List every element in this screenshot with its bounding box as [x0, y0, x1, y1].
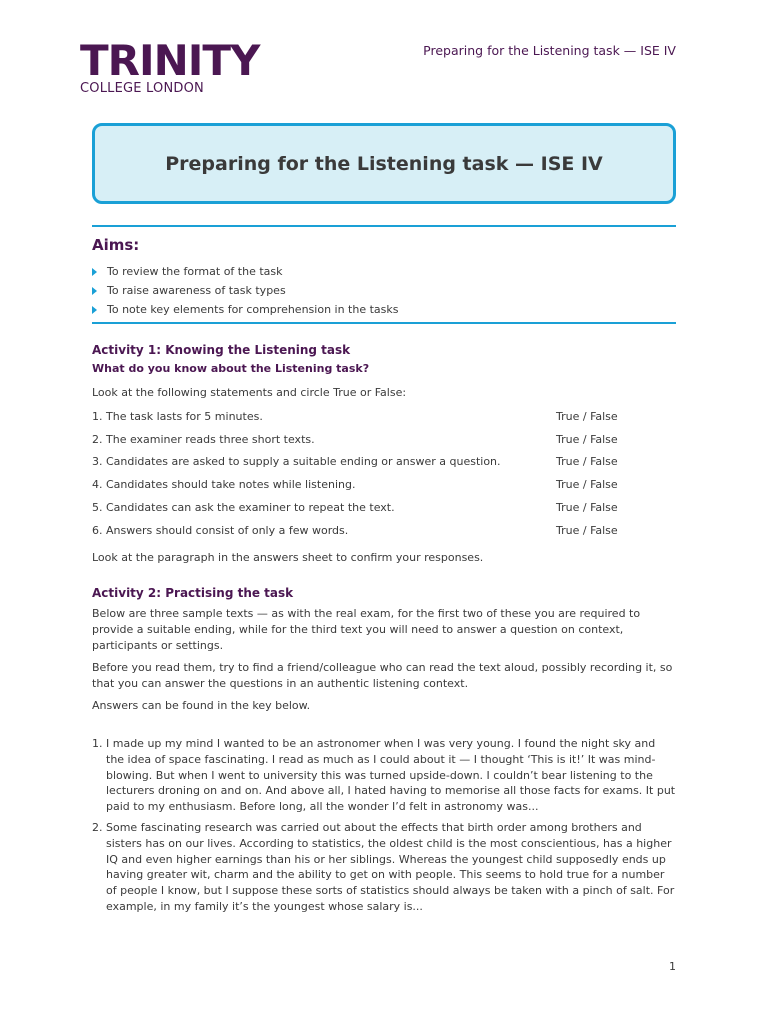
aims-item: To review the format of the task — [92, 262, 399, 281]
activity1-subheading: What do you know about the Listening task? — [92, 362, 370, 375]
aims-list — [92, 262, 399, 319]
bullet-arrow-icon — [92, 287, 97, 295]
true-false-answer[interactable]: True / False — [556, 523, 618, 537]
true-false-answer[interactable]: True / False — [556, 501, 618, 515]
statement-row: 2. The examiner reads three short texts. True / False — [92, 432, 618, 446]
activity1-instruction: Look at the following statements and circle True or False: — [92, 386, 407, 399]
activity1-heading: Activity 1: Knowing the Listening task — [92, 343, 351, 357]
activity2-answers-note: Answers can be found in the key below. — [92, 699, 311, 712]
sample-text-item: 2. Some fascinating research was carried out about the effects that birth order among brothers and sisters has on our lives. According to statistics, the oldest child is the most conscientious, has a higher IQ and even higher earnings than his or her siblings. Whereas the youngest child supposedly ends up having greater wit, charm and the ability to get on with people. This seems to hold true for a number of people I know, but I suppose these sorts of statistics should always be taken with a pinch of salt. For example, in my family it’s the youngest whose salary is... — [92, 820, 675, 913]
trinity-logo — [80, 36, 260, 96]
statements-list — [92, 405, 676, 542]
true-false-answer[interactable]: True / False — [556, 409, 618, 423]
title-box — [92, 123, 676, 204]
running-header: Preparing for the Listening task — ISE IV — [423, 43, 676, 58]
divider-bottom — [92, 322, 676, 324]
statement-row: 6. Answers should consist of only a few words. True / False — [92, 523, 618, 537]
sample-text-item: 1. I made up my mind I wanted to be an astronomer when I was very young. I found the night sky and the idea of space fascinating. I read as much as I could about it — I thought ‘This is it!’ It was mind-blowing. But when I went to university this was turned upside-down. I couldn’t bear listening to the lecturers droning on and on. And above all, I hated having to memorise all those facts for exams. It put paid to my enthusiasm. Before long, all the wonder I’d felt in astronomy was... — [92, 737, 676, 814]
bullet-arrow-icon — [92, 306, 97, 314]
activity2-instructions: Before you read them, try to find a friend/colleague who can read the text aloud, possibly recording it, so that you can answer the questions in an authentic listening context. — [92, 661, 673, 690]
activity1-followup: Look at the paragraph in the answers sheet to confirm your responses. — [92, 551, 484, 564]
logo-subtitle: COLLEGE LONDON — [80, 81, 204, 96]
true-false-answer[interactable]: True / False — [556, 455, 618, 469]
divider-top — [92, 225, 676, 227]
true-false-answer[interactable]: True / False — [556, 478, 618, 492]
sample-texts — [92, 736, 676, 920]
statement-row: 1. The task lasts for 5 minutes. True / False — [92, 409, 618, 423]
page-number: 1 — [669, 960, 676, 973]
statement-row: 5. Candidates can ask the examiner to repeat the text. True / False — [92, 501, 618, 515]
page-title: Preparing for the Listening task — ISE IV — [165, 152, 603, 175]
statement-row: 4. Candidates should take notes while listening. True / False — [92, 478, 618, 492]
activity2-intro: Below are three sample texts — as with the real exam, for the first two of these you are required to provide a suitable ending, while for the third text you will need to answer a question on context, participants or settings. — [92, 607, 641, 652]
true-false-answer[interactable]: True / False — [556, 432, 618, 446]
activity2-heading: Activity 2: Practising the task — [92, 586, 294, 600]
logo-wordmark: TRINITY — [80, 36, 260, 85]
statement-row: 3. Candidates are asked to supply a suitable ending or answer a question. True / False — [92, 455, 618, 469]
bullet-arrow-icon — [92, 268, 97, 276]
aims-heading: Aims: — [92, 236, 140, 254]
aims-item: To raise awareness of task types — [92, 281, 399, 300]
aims-item: To note key elements for comprehension in the tasks — [92, 300, 399, 319]
